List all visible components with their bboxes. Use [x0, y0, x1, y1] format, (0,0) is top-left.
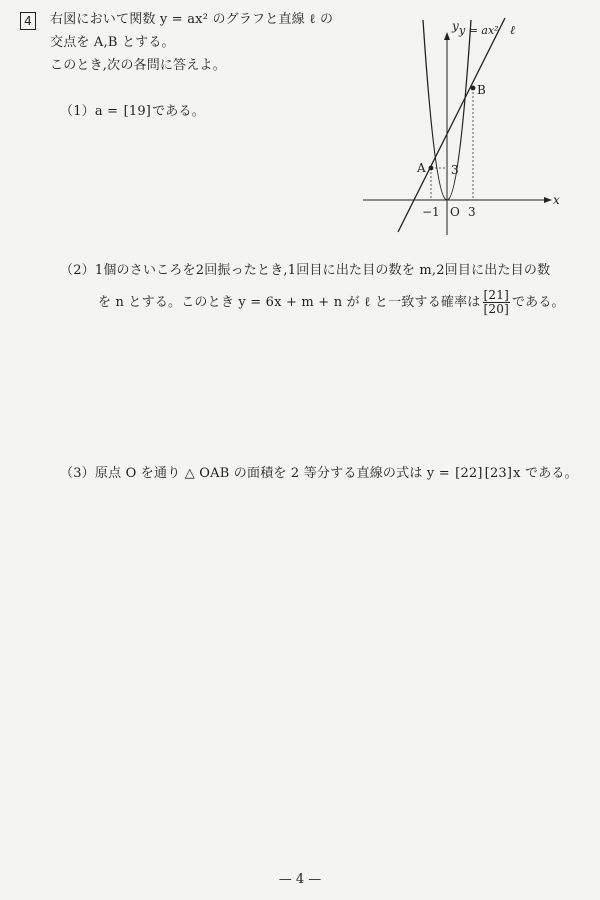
- q3-text-pre: 原点 O を通り △ OAB の面積を 2 等分する直線の式は y =: [94, 466, 455, 481]
- intro-line-2: 交点を A,B とする。: [50, 35, 175, 50]
- y-axis-arrow: [444, 32, 450, 40]
- q2-line-2-post: である。: [511, 295, 565, 310]
- q3-answer-box-1[interactable]: [22]: [455, 466, 483, 481]
- point-b: [471, 86, 476, 91]
- line-label: ℓ: [510, 23, 515, 37]
- problem-number: 4: [20, 12, 36, 30]
- q1-label: （1）: [60, 104, 95, 119]
- origin-label: O: [450, 205, 460, 219]
- x-axis-arrow: [544, 197, 552, 203]
- q2-fraction: [483, 289, 510, 316]
- question-2-line-1: [60, 262, 550, 280]
- q3-label: （3）: [60, 466, 95, 481]
- tick-neg1-label: −1: [422, 205, 440, 219]
- point-b-label: B: [477, 83, 486, 97]
- y-axis-label: y: [452, 19, 459, 33]
- question-3: [60, 465, 578, 483]
- q2-line-2-pre: を n とする。このとき y = 6x + m + n が ℓ と一致する確率は: [98, 295, 481, 310]
- curve-label: y = ax²: [459, 24, 499, 37]
- q1-text-pre: a =: [94, 104, 123, 119]
- point-a: [429, 166, 434, 171]
- page-number: — 4 —: [278, 872, 322, 887]
- point-a-label: A: [417, 161, 426, 175]
- question-1: [60, 103, 205, 121]
- tick-3x-label: 3: [468, 205, 476, 219]
- q1-text-post: である。: [152, 104, 205, 119]
- q2-label: （2）: [60, 263, 95, 278]
- x-axis-label: x: [553, 193, 560, 207]
- q2-line-1-text: 1個のさいころを2回振ったとき,1回目に出た目の数を m,2回目に出た目の数: [94, 263, 551, 278]
- question-2-line-2: [98, 288, 565, 318]
- q3-answer-box-2[interactable]: [23]: [484, 466, 513, 481]
- q1-answer-box[interactable]: [19]: [123, 104, 152, 119]
- intro-line-3: このとき,次の各問に答えよ。: [50, 58, 226, 73]
- tick-3y-label: 3: [451, 163, 459, 177]
- q2-frac-denominator-box[interactable]: [20]: [483, 302, 509, 316]
- q2-frac-numerator-box[interactable]: [21]: [483, 288, 509, 302]
- q3-text-post: x である。: [513, 466, 578, 481]
- intro-line-1: 右図において関数 y = ax² のグラフと直線 ℓ の: [50, 12, 334, 27]
- graph-figure: [355, 10, 565, 240]
